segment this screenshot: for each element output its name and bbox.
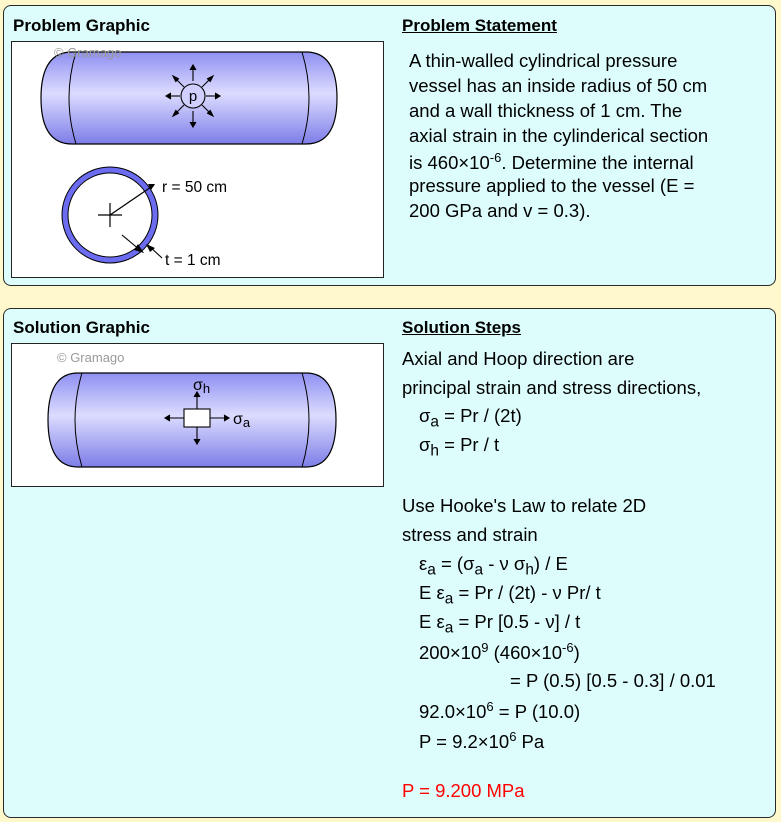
equation-4: $200\times 10^9$ $(460\times 10^{-6})$ xyxy=(419,640,580,664)
step-text: Axial and Hoop direction are xyxy=(402,348,635,369)
equation-3: E $\varepsilon_a = Pr$ [0.5 - ν] / t xyxy=(419,611,581,637)
equation-2: E $\varepsilon_a = Pr / (2t) - \nu$ Pr/ t xyxy=(419,582,601,608)
final-answer: P = 9.200 MPa xyxy=(402,780,525,801)
solution-graphic-heading: Solution Graphic xyxy=(13,318,150,337)
copyright-text: © Gramago xyxy=(57,350,125,365)
sigma-h-label: σh xyxy=(193,377,211,396)
problem-graphic-heading: Problem Graphic xyxy=(13,16,150,35)
solution-steps-heading: Solution Steps xyxy=(402,318,521,337)
equation-5: = P (0.5) [0.5 - 0.3] / 0.01 xyxy=(510,670,716,691)
step-text: Use Hooke's Law to relate 2D xyxy=(402,495,647,516)
statement-line: vessel has an inside radius of 50 cm xyxy=(409,75,708,96)
thickness-label: t = 1 cm xyxy=(165,252,221,269)
problem-figure xyxy=(12,42,385,279)
equation-6: $92.0\times 10^6 = P$ (10.0) xyxy=(419,699,581,723)
equation-1: $\varepsilon_a = (\sigma_a - \nu$ $\sigma_h$) / E xyxy=(419,553,568,579)
statement-line: and a wall thickness of 1 cm. The xyxy=(409,100,683,121)
sigma-a-label: σa xyxy=(233,411,251,430)
statement-line: is $460\times 10^{-6}$. Determine the internal xyxy=(409,150,694,174)
pressure-symbol: p xyxy=(188,88,198,105)
step-text: principal strain and stress directions, xyxy=(402,377,702,398)
statement-line: axial strain in the cylinderical section xyxy=(409,125,709,146)
radius-arrow xyxy=(110,185,154,215)
radius-label: r = 50 cm xyxy=(162,179,228,196)
solution-figure xyxy=(12,344,385,488)
sigma-h-equation: $\sigma_h = Pr / t$ xyxy=(419,434,500,460)
statement-line: 200 GPa and v = 0.3). xyxy=(409,200,591,221)
sigma-a-equation: $\sigma_a = Pr / (2t)$ xyxy=(419,405,522,431)
stress-element xyxy=(184,409,210,427)
equation-7: $P = 9.2\times 10^6$ Pa xyxy=(419,729,545,753)
step-text: stress and strain xyxy=(402,524,538,545)
problem-graphic-box xyxy=(11,41,384,278)
problem-statement-heading: Problem Statement xyxy=(402,16,557,35)
copyright-text: © Gramago xyxy=(54,45,122,60)
statement-line: A thin-walled cylindrical pressure xyxy=(409,50,678,71)
statement-line: pressure applied to the vessel (E = xyxy=(409,175,695,196)
solution-graphic-box xyxy=(11,343,384,487)
